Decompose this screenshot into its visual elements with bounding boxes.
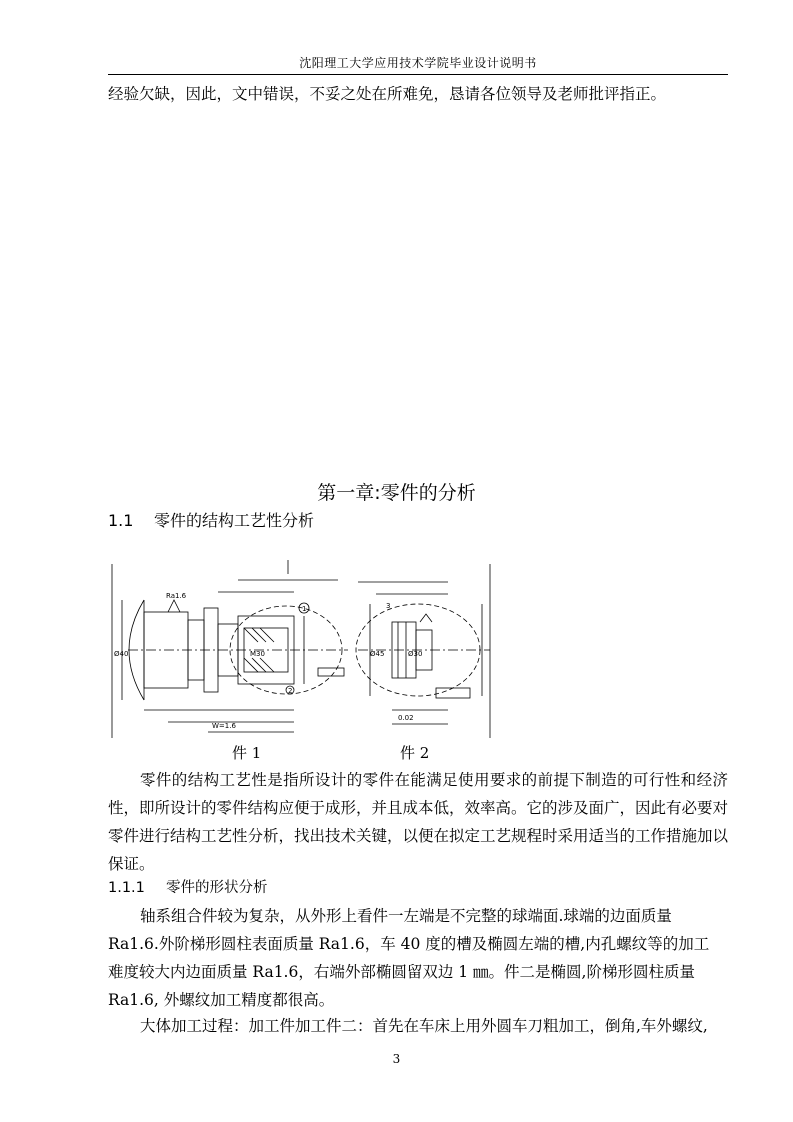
intro-paragraph: 经验欠缺，因此，文中错误，不妥之处在所难免，恳请各位领导及老师批评指正。: [108, 85, 667, 103]
shape-line: Ra1.6.外阶梯形圆柱表面质量 Ra1.6，车 40 度的槽及椭圆左端的槽,内孔螺纹等的加工: [108, 935, 710, 953]
drawing-label-d40: Ø40: [114, 650, 129, 658]
drawing-svg: [108, 560, 498, 740]
drawing-label-2: 2: [288, 687, 293, 695]
page-number: 3: [392, 1052, 401, 1066]
header-rule: [108, 74, 728, 75]
subsection-title: 零件的形状分析: [166, 880, 268, 896]
chapter-title: 第一章:零件的分析: [317, 482, 476, 504]
section-heading: [108, 508, 314, 531]
drawing-label-ra: Ra1.6: [166, 592, 187, 600]
drawing-label-m30: M30: [250, 650, 265, 658]
structure-paragraph: 零件的结构工艺性是指所设计的零件在能满足使用要求的前提下制造的可行性和经济性，即所设计的零件结构应便于成形，并且成本低，效率高。它的涉及面广，因此有必要对零件进行结构工艺性分析，找出技术关键，以便在拟定工艺规程时采用适当的工作措施加以保证。: [108, 771, 729, 873]
drawing-label-tol: 0.02: [398, 714, 414, 722]
subsection-number: 1.1.1: [108, 880, 145, 896]
shape-line: 轴系组合件较为复杂，从外形上看件一左端是不完整的球端面.球端的边面质量: [140, 907, 672, 925]
drawing-label-d45: Ø45: [370, 650, 385, 658]
page-header: 沈阳理工大学应用技术学院毕业设计说明书: [299, 56, 537, 70]
shape-line: Ra1.6, 外螺纹加工精度都很高。: [108, 991, 335, 1009]
subsection-heading: [108, 876, 268, 897]
shape-paragraph: [108, 902, 728, 1014]
drawing-label-1: 1: [302, 605, 307, 613]
figure-caption-2: 件 2: [400, 744, 430, 762]
shape-line: 难度较大内边面质量 Ra1.6，右端外部椭圆留双边 1 ㎜。件二是椭圆,阶梯形圆柱质量: [108, 963, 695, 981]
section-number: 1.1: [108, 511, 134, 530]
drawing-label-d30: Ø30: [408, 650, 423, 658]
process-paragraph: 大体加工过程：加工件加工件二：首先在车床上用外圆车刀粗加工，倒角,车外螺纹,: [140, 1017, 708, 1035]
figure-caption-1: 件 1: [232, 744, 262, 762]
drawing-label-3: 3: [386, 602, 391, 610]
drawing-label-w: W=1.6: [212, 722, 236, 730]
section-title: 零件的结构工艺性分析: [154, 511, 315, 530]
technical-drawing: [108, 560, 498, 740]
